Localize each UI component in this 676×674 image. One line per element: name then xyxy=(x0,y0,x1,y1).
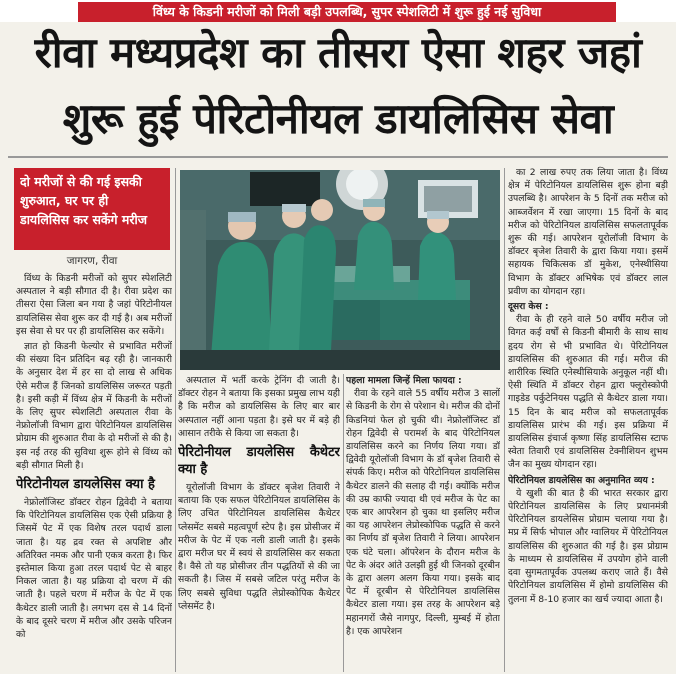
headline-line-2: शुरू हुई पेरिटोनीयल डायलिसिस सेवा xyxy=(62,94,614,143)
section-heading: पेरिटोनीयल डायलेसिस क्या है xyxy=(16,477,155,493)
column-divider xyxy=(504,168,505,672)
surgery-photo xyxy=(180,170,500,370)
paragraph: अस्पताल में भर्ती करके ट्रेनिंग दी जाती है। डॉक्टर रोहन ने बताया कि इसका प्रमुख लाभ यही है कि मरीज को डायलिसिस के लिए बार बार अस्पताल नहीं आना पड़ता है। इसे घर में बड़े ही आसान तरीके से किया जा सकता है। xyxy=(178,375,340,439)
column-middle-2 xyxy=(346,374,500,672)
subhead-line-1: दो मरीजों से की गई इसकी xyxy=(20,174,142,189)
paragraph: विंध्य के किडनी मरीजों को सुपर स्पेशलिटी अस्पताल ने बड़ी सौगात दी है। रीवा प्रदेश का तीसरा ऐसा जिला बन गया है जहां पेरिटोनीयल डायलिसिस सेवा शुरू कर दी गई है। अब मरीजों इस सेवा से घर पर ही डायलिसिस कर सकेंगे। xyxy=(16,273,172,337)
column-middle-1 xyxy=(178,374,340,672)
subhead-line-2: शुरुआत, घर पर ही xyxy=(20,193,109,208)
paragraph: ये खुशी की बात है की भारत सरकार द्वारा पेरिटोनियल डायलिसिस के लिए प्रधानमंत्री पेरिटोनियल डायलेसिस प्रोग्राम चलाया गया है। मप्र में सिर्फ भोपाल और ग्वालियर में पेरिटोनियल डायलिसिस की शुरुआत की गई है। इस प्रोग्राम के माध्यम से डायलिसिस में उपयोग होने वाली दवा सुगमतापूर्वक उपलब्ध कराए जाते हैं। वैसे पेरिटोनियल डायलिसिस में होमो डायलिसिस की तुलना में 8-10 हजार का खर्च ज्यादा आता है। xyxy=(508,487,668,605)
paragraph: नेफ्रोलॉजिस्ट डॉक्टर रोहन द्विवेदी ने बताया कि पेरिटोनियल डायलिसिस एक ऐसी प्रक्रिया है जिसमें पेट में एक विशेष तरल पदार्थ डाला जाता है। यह द्रव रक्त से अपशिष्ट और अतिरिक्त नमक और पानी एकत्र करता है। फिर इस्तेमाल किया हुआ तरल पदार्थ पेट से बाहर निकल जाता है। यह प्रक्रिया दो चरण में की जाती है। पहले चरण में मरीज के पेट में एक कैथेटर डाली जाती है। लगभग दस से 14 दिनों के बाद दूसरे चरण में मरीज और उसके परिजन को xyxy=(16,497,172,641)
column-divider xyxy=(175,168,176,672)
column-divider xyxy=(343,374,344,672)
headline-rule xyxy=(8,156,668,158)
paragraph: रीवा के ही रहने वाले 50 वर्षीय मरीज जो विगत कई वर्षों से किडनी बीमारी के साथ साथ हृदय रोग से भी प्रभावित थे। पेरिटोनियल डायलिसिस की शुरुआत की गई। मरीज की शारीरिक स्थिति एनेस्थीसियाके अनुकूल नहीं थी। ऐसी स्थिति में डॉक्टर रोहन द्वारा फ्लूरोस्कोपी गाइडेड पर्कुटेनियस पद्धति से कैथेटर डाला गया। 15 दिन के बाद मरीज को सफलतापूर्वक डायलिसिस प्रारंभ की गई। इस प्रक्रिया में डायलिसिस इंचार्ज कृष्णा सिंह डायलिसिस स्टाफ स्वेता तिवारी एवं डायलिसिस टेक्नीशियन शुभम जैन का मुख्य योगदान रहा। xyxy=(508,314,668,471)
cost-heading: पेरिटोनियल डायलेसिस का अनुमानित व्यय : xyxy=(508,474,655,486)
paragraph: रीवा के रहने वाले 55 वर्षीय मरीज 3 सालों से किडनी के रोग से परेशान थे। मरीज की दोनों किडनियां फेल हो चुकी थी। नेफ्रोलॉजिस्ट डॉ रोहन द्विवेदी से परामर्श के बाद पेरिटोनियल डायलिसिस करने का निर्णय लिया गया। डॉ द्विवेदी यूरोलॉजी विभाग के डॉ बृजेश तिवारी से संपर्क किए। मरीज को पेरिटोनियल डायलिसिस कैथेटर डालने की सलाह दी गई। क्योंकि मरीज की उम्र काफी ज्यादा थी एवं मरीज के पेट का एक बार आपरेशन हो चुका था इसलिए मरीज का यह आपरेशन लेप्रोस्कोपिक पद्धति से करने का निर्णय डॉ बृजेश तिवारी ने लिया। आपरेशन एक घंटे चला। ऑपरेशन के दौरान मरीज के पेट के अंदर आंते उलझी हुई थी जिनको दूरबीन के द्वारा अलग अलग किया गया। इसके बाद पेट में दूरबीन से पेरिटोनियल डायलिसिस कैथेटर डाला गया। इस तरह के आपरेशन बड़े महानगरों जैसे नागपुर, दिल्ली, मुम्बई में होता है। एक आपरेशन xyxy=(346,388,500,637)
column-left xyxy=(16,272,172,672)
dateline: जागरण, रीवा xyxy=(66,255,118,267)
case-heading: दूसरा केस : xyxy=(508,301,549,313)
headline-line-1: रीवा मध्यप्रदेश का तीसरा ऐसा शहर जहां xyxy=(34,28,642,77)
paragraph: यूरोलॉजी विभाग के डॉक्टर बृजेश तिवारी ने बताया कि एक सफल पेरिटोनियल डायलिसिस के लिए उचित पेरिटोनियल डायलिसिस कैथेटर प्लेसमेंट सबसे महत्वपूर्ण स्टेप है। इस प्रोसीजर में मरीज के पेट में एक नली डाली जाती है। इसके द्वारा मरीज घर में स्वयं से डायलिसिस कर सकता है। वैसे तो यह प्रोसीजर तीन पद्धतियों से की जा सकती है। जिस में सबसे जटिल परंतु मरीज के लिए सबसे सुविधा पद्धति लेप्रोस्कोपिक कैथेटर प्लेसमेंट है। xyxy=(178,482,340,612)
kicker-text: विंध्य के किडनी मरीजों को मिली बड़ी उपलब्धि, सुपर स्पेशलिटी में शुरू हुई नई सुविधा xyxy=(78,2,616,22)
subhead-box xyxy=(14,168,170,250)
column-right xyxy=(508,166,668,672)
case-heading: पहला मामला जिन्हें मिला फायदा : xyxy=(346,375,462,386)
subhead-line-3: डायलिसिस कर सकेंगे मरीज xyxy=(20,212,147,227)
kicker-strip xyxy=(0,0,676,22)
paragraph: ज्ञात हो किडनी फेल्योर से प्रभावित मरीजों की संख्या दिन प्रतिदिन बढ़ रही है। जानकारी के अनुसार देश में हर सा दो लाख से अधिक ऐसे मरीज हैं जिनको डायलिसिस जरूरत पड़ती है। इसी कड़ी में विंध्य क्षेत्र में किडनी के मरीजों के लिए सुपर स्पेशलिटी अस्पताल रीवा के नेफ्रोलॉजी विभाग द्वारा पेरिटोनियल डायलिसिस प्रोग्राम की शुरुआत रीवा के दो मरीजों से की है। इस नई तरह की सुविधा शुरू होने से विंध्य को बड़ी सौगात मिली है। xyxy=(16,341,172,471)
section-heading: पेरिटोनीयल डायलेसिस कैथेटर क्या है xyxy=(178,445,340,478)
paragraph: का 2 लाख रुपए तक लिया जाता है। विंध्य क्षेत्र में पेरिटोनियल डायलिसिस शुरू होना बड़ी उपलब्धि है। आपरेशन के 5 दिनों तक मरीज को आब्जर्वेशन में रखा जाएगा। 15 दिनों के बाद मरीज को पेरिटोनियल डायलिसिस सफलतापूर्वक शुरू की गई। आपरेशन यूरोलॉजी विभाग के डॉक्टर बृजेश तिवारी के द्वारा किया गया। इसमें सहायक चिकित्सक डॉ मुकेश, एनेस्थीसिया विभाग के डॉक्टर अभिषेक एवं डॉक्टर लाल प्रवीण का योगदान रहा। xyxy=(508,167,668,297)
